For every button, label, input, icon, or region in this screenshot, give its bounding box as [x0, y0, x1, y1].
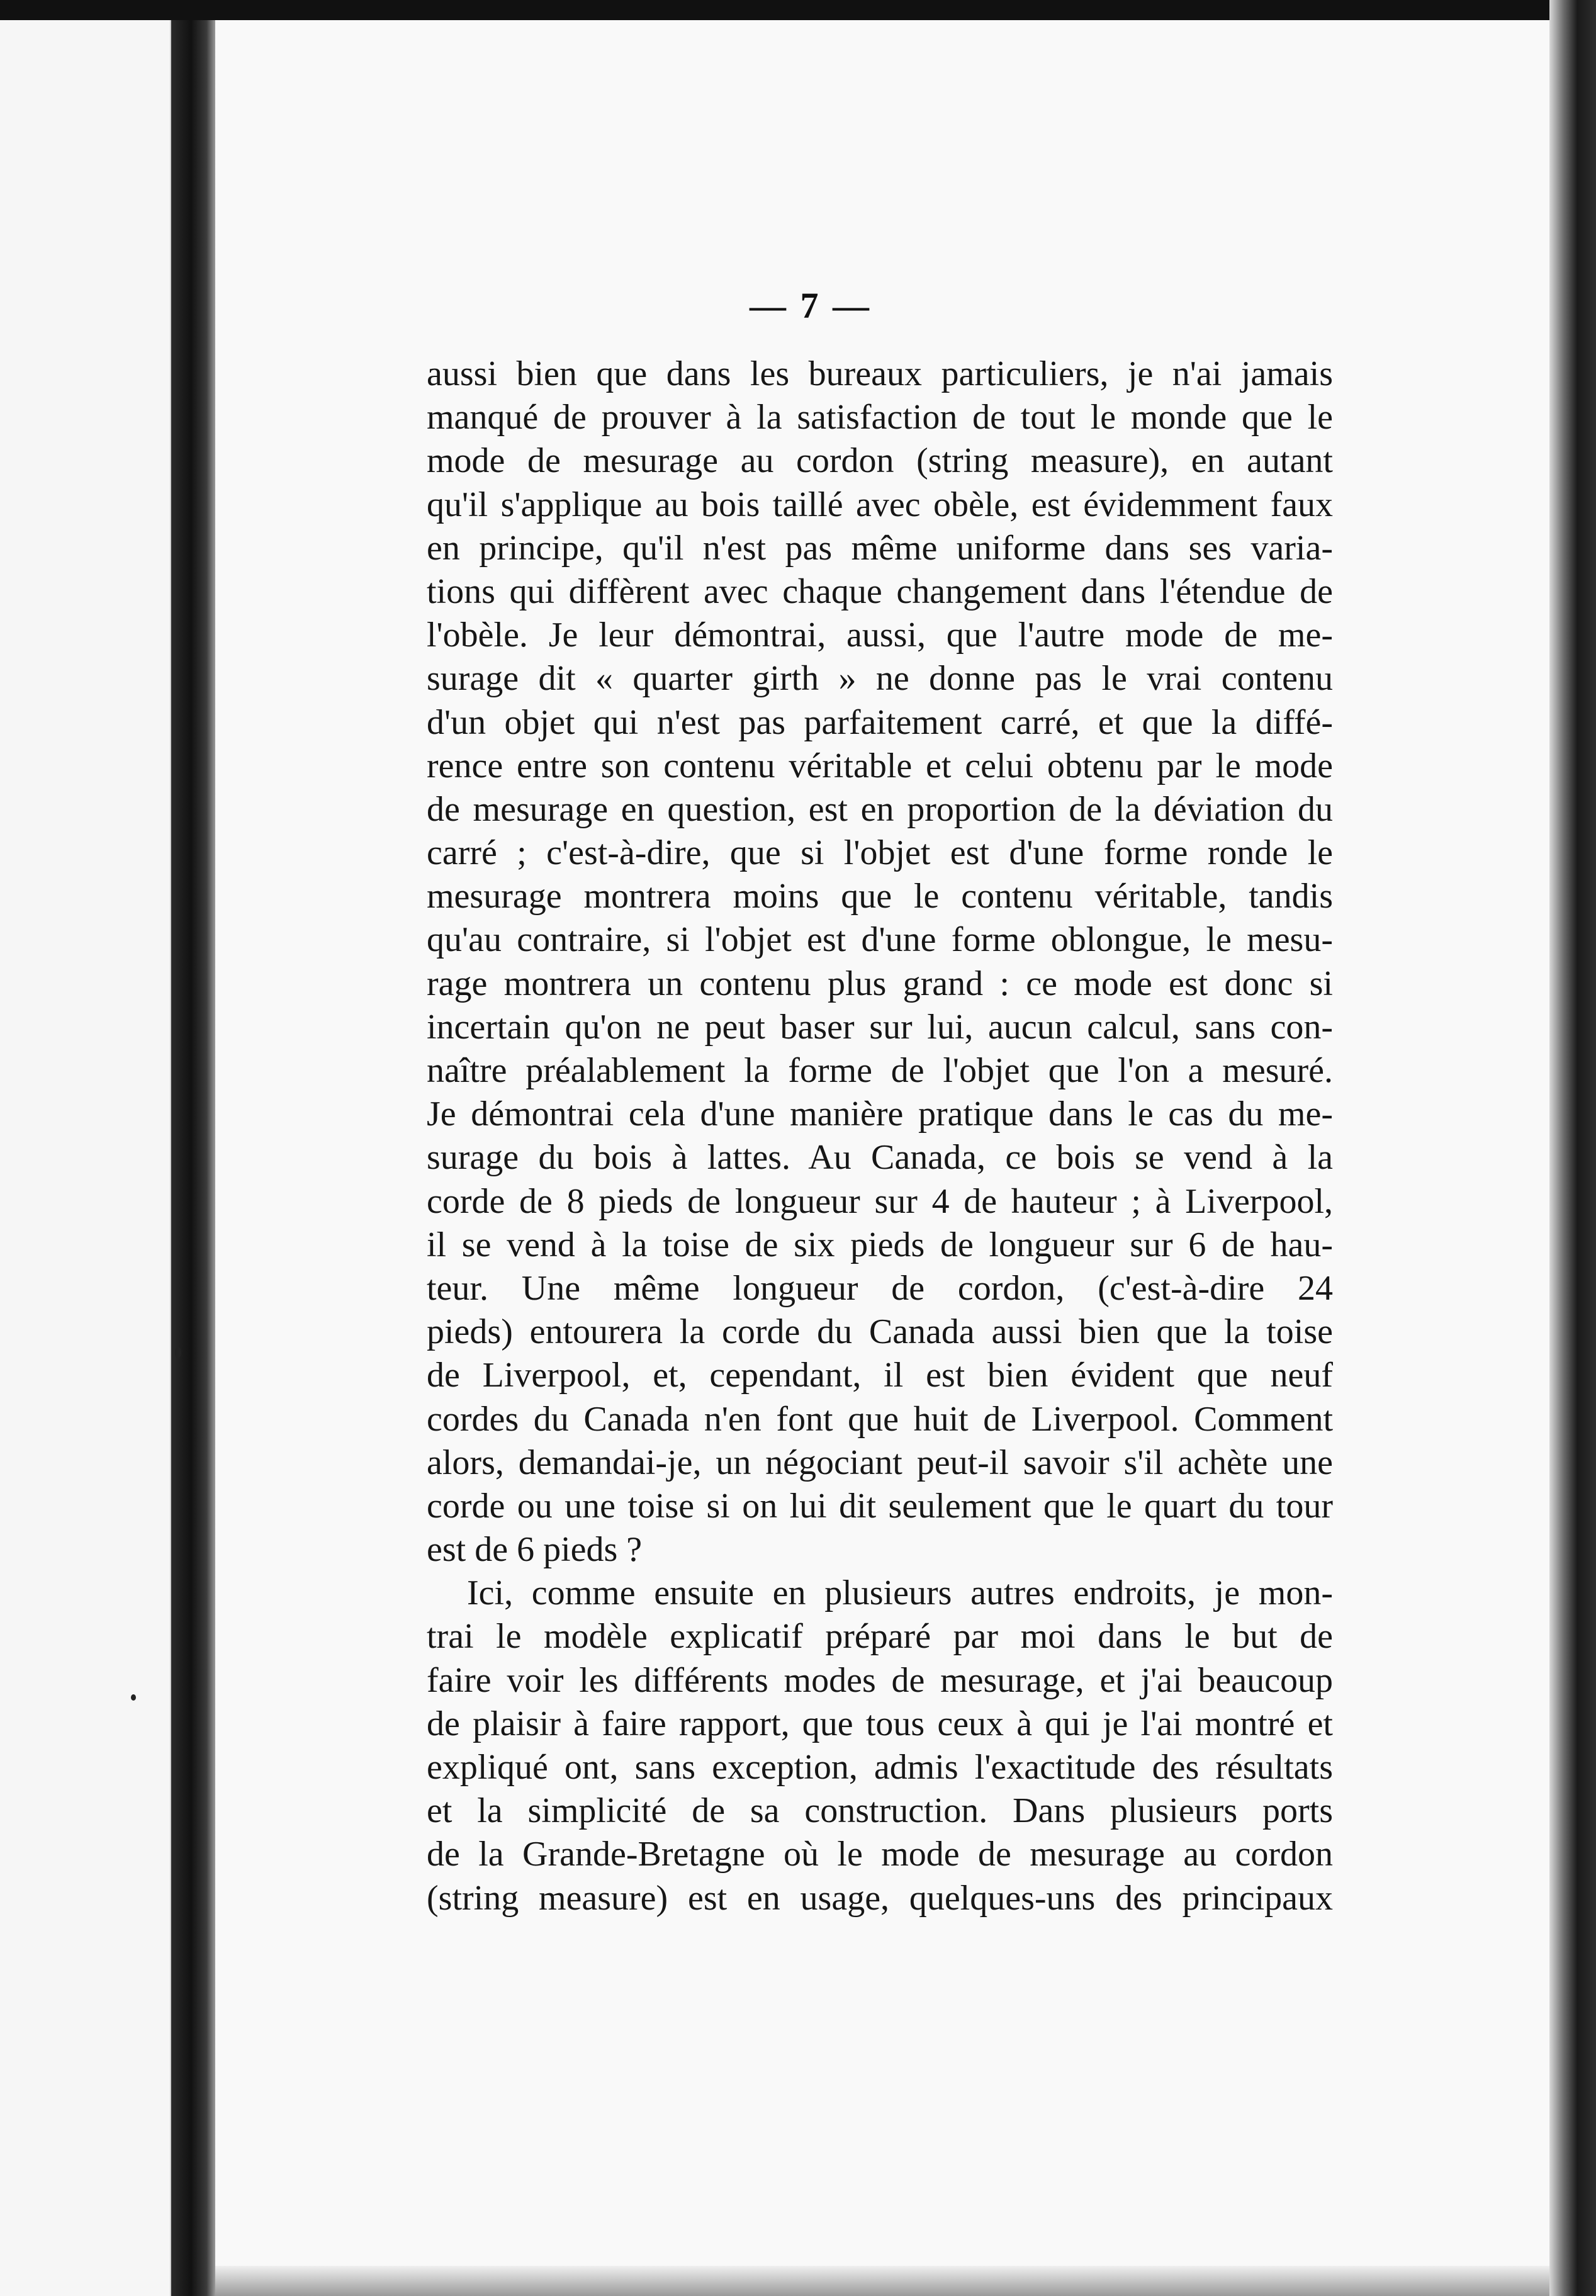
- text-line: de Liverpool, et, cependant, il est bien évident que neuf: [427, 1356, 1333, 1395]
- text-line: pieds) entourera la corde du Canada aussi bien que la toise: [427, 1312, 1333, 1352]
- text-line: corde ou une toise si on lui dit seulement que le quart du tour: [427, 1486, 1333, 1526]
- text-line: qu'il s'applique au bois taillé avec obèle, est évidemment faux: [427, 485, 1333, 524]
- text-line: Ici, comme ensuite en plusieurs autres endroits, je mon-: [467, 1573, 1333, 1613]
- text-line: surage du bois à lattes. Au Canada, ce bois se vend à la: [427, 1138, 1333, 1178]
- text-line: d'un objet qui n'est pas parfaitement carré, et que la diffé-: [427, 702, 1333, 742]
- text-line: faire voir les différents modes de mesurage, et j'ai beaucoup: [427, 1660, 1333, 1700]
- text-line: est de 6 pieds ?: [427, 1530, 643, 1570]
- text-line: incertain qu'on ne peut baser sur lui, aucun calcul, sans con-: [427, 1007, 1333, 1047]
- text-line: rage montrera un contenu plus grand : ce mode est donc si: [427, 964, 1333, 1003]
- facing-page-edge: [0, 20, 171, 2296]
- body-text: [427, 352, 1333, 1920]
- text-line: de plaisir à faire rapport, que tous ceux à qui je l'ai montré et: [427, 1704, 1333, 1743]
- page-number: — 7 —: [750, 285, 872, 326]
- text-line: naître préalablement la forme de l'objet que l'on a mesuré.: [427, 1051, 1333, 1090]
- text-line: carré ; c'est-à-dire, que si l'objet est d'une forme ronde le: [427, 833, 1333, 873]
- text-line: de la Grande-Bretagne où le mode de mesurage au cordon: [427, 1835, 1333, 1874]
- binding-gutter: [171, 20, 215, 2296]
- text-line: surage dit « quarter girth » ne donne pas le vrai contenu: [427, 659, 1333, 699]
- text-line: Je démontrai cela d'une manière pratique dans le cas du me-: [427, 1095, 1333, 1134]
- text-line: mode de mesurage au cordon (string measure), en autant: [427, 441, 1333, 481]
- text-line: et la simplicité de sa construction. Dans plusieurs ports: [427, 1791, 1333, 1831]
- text-line: en principe, qu'il n'est pas même uniforme dans ses varia-: [427, 528, 1333, 568]
- text-line: mesurage montrera moins que le contenu véritable, tandis: [427, 877, 1333, 916]
- text-line: expliqué ont, sans exception, admis l'exactitude des résultats: [427, 1748, 1333, 1787]
- paragraph: [427, 1572, 1333, 1920]
- paragraph: [427, 352, 1333, 1572]
- text-line: trai le modèle explicatif préparé par moi dans le but de: [427, 1617, 1333, 1657]
- text-line: teur. Une même longueur de cordon, (c'est-à-dire 24: [427, 1268, 1333, 1308]
- text-line: (string measure) est en usage, quelques-uns des principaux: [427, 1878, 1333, 1918]
- page-right-edge: [1549, 0, 1596, 2296]
- dust-speck: [175, 1347, 181, 1358]
- text-line: manqué de prouver à la satisfaction de tout le monde que le: [427, 398, 1333, 437]
- text-line: alors, demandai-je, un négociant peut-il savoir s'il achète une: [427, 1443, 1333, 1482]
- text-line: aussi bien que dans les bureaux particuliers, je n'ai jamais: [427, 354, 1333, 393]
- text-line: l'obèle. Je leur démontrai, aussi, que l'autre mode de me-: [427, 616, 1333, 655]
- text-line: tions qui diffèrent avec chaque changement dans l'étendue de: [427, 571, 1333, 611]
- text-line: de mesurage en question, est en proportion de la déviation du: [427, 789, 1333, 829]
- dust-speck: [131, 1694, 136, 1701]
- text-line: cordes du Canada n'en font que huit de Liverpool. Comment: [427, 1399, 1333, 1439]
- text-line: rence entre son contenu véritable et celui obtenu par le mode: [427, 746, 1333, 785]
- scan-top-border: [0, 0, 1596, 20]
- page-bottom-edge: [215, 2266, 1549, 2296]
- text-line: corde de 8 pieds de longueur sur 4 de hauteur ; à Liverpool,: [427, 1181, 1333, 1221]
- text-line: qu'au contraire, si l'objet est d'une forme oblongue, le mesu-: [427, 920, 1333, 960]
- text-line: il se vend à la toise de six pieds de longueur sur 6 de hau-: [427, 1225, 1333, 1264]
